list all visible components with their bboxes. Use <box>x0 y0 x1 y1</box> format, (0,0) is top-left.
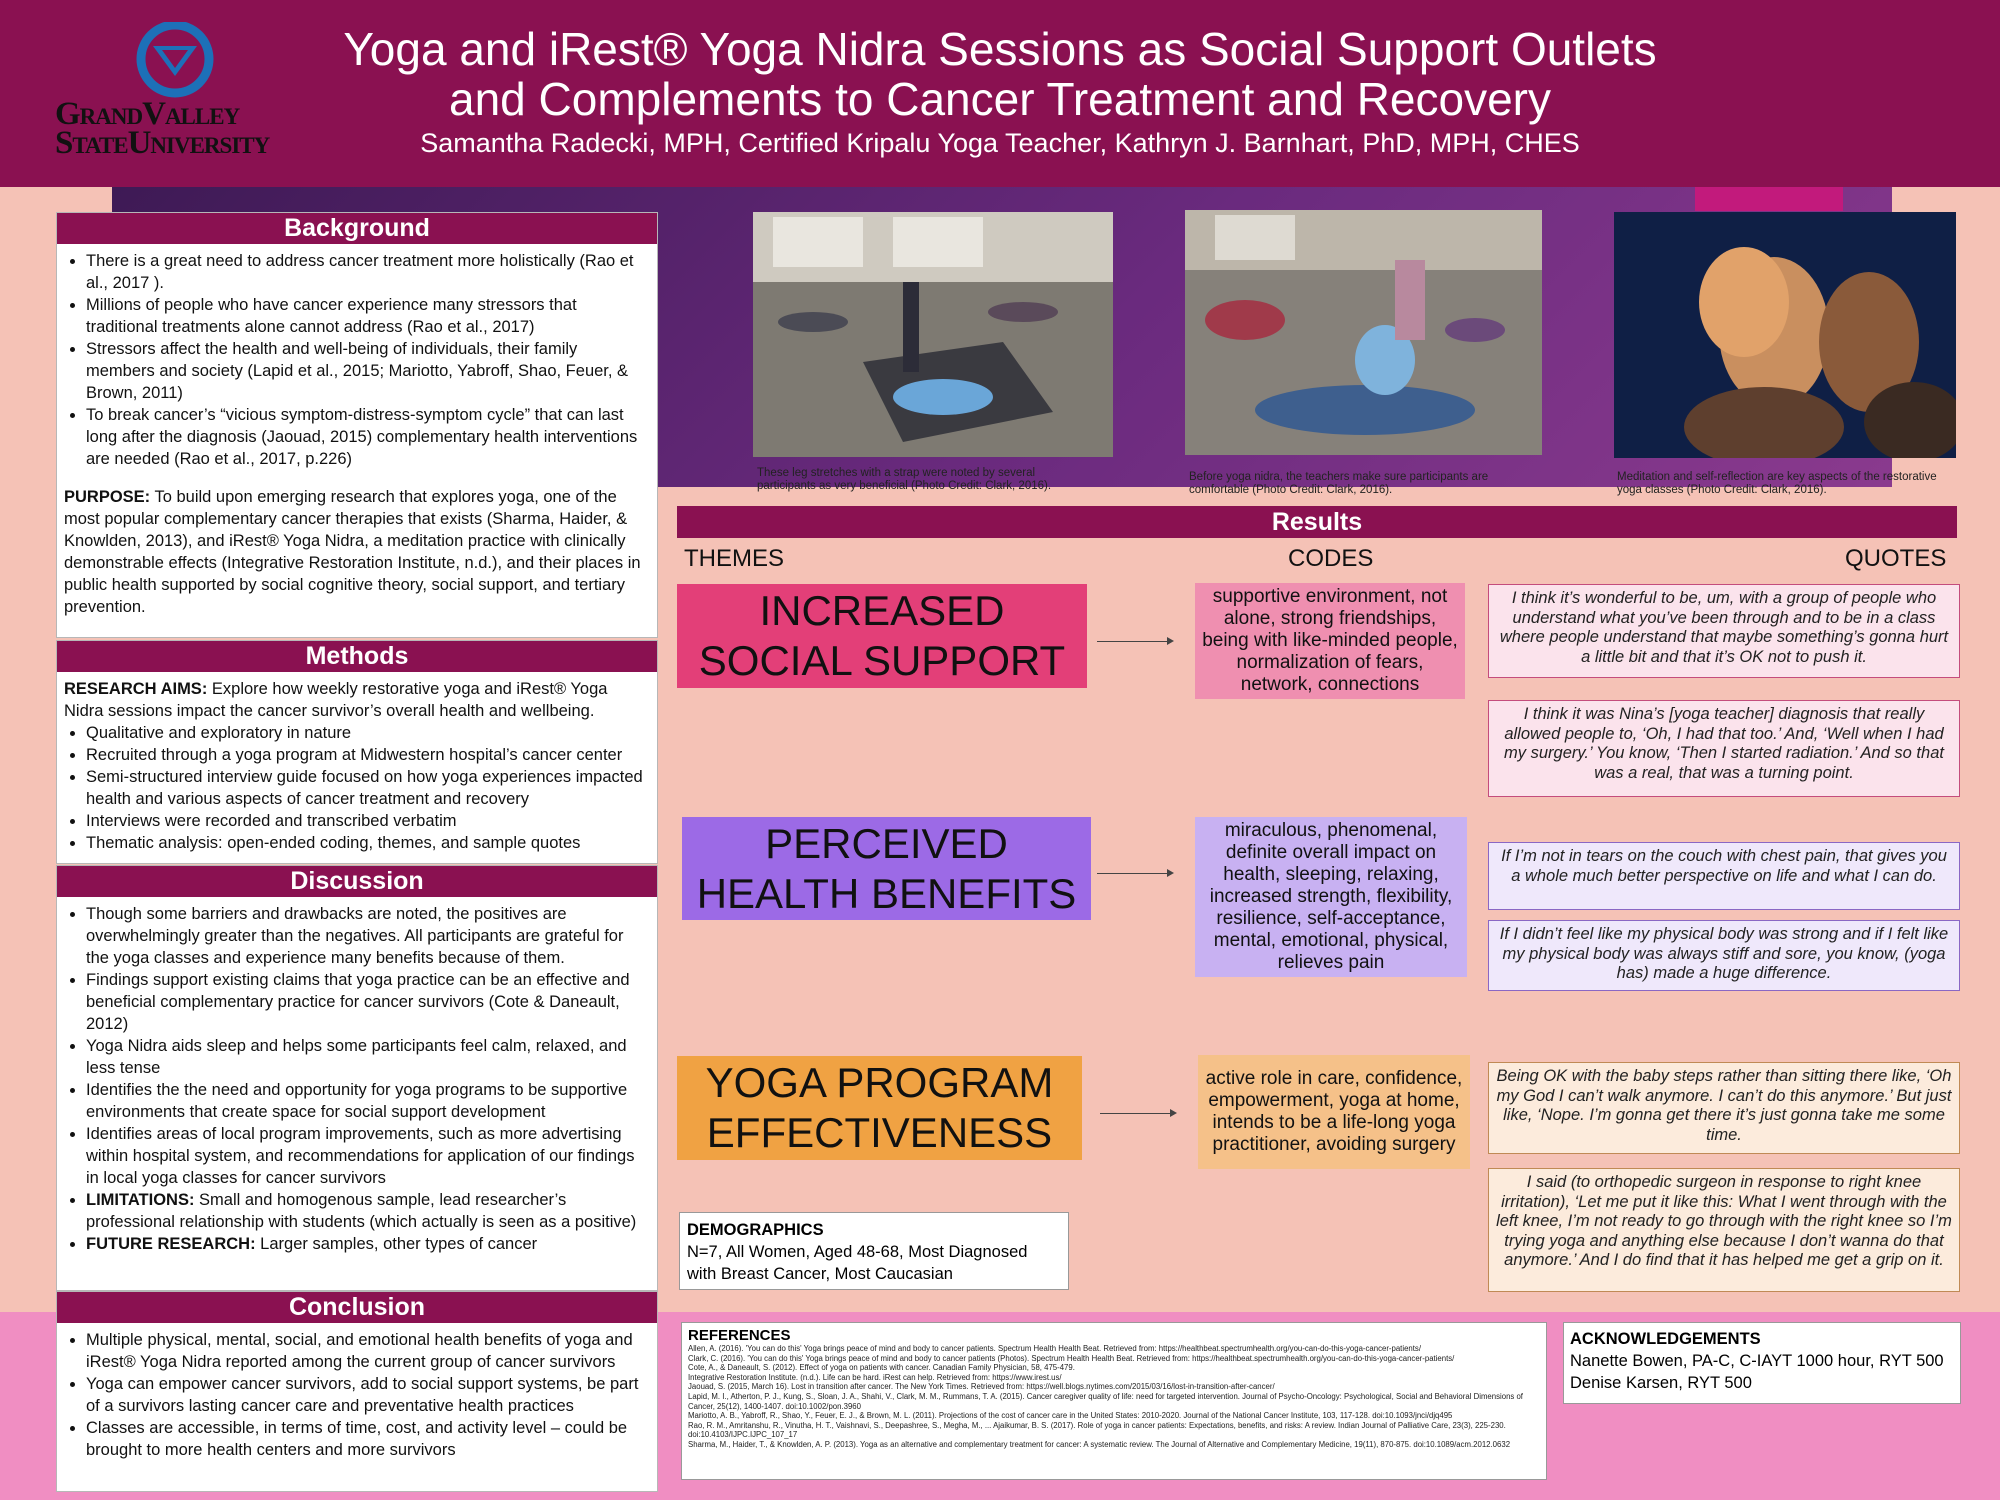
references-box <box>681 1322 1547 1480</box>
conclusion-list <box>64 1329 650 1461</box>
arrow-icon <box>1100 1113 1175 1114</box>
demographics-text: N=7, All Women, Aged 48-68, Most Diagnosed with Breast Cancer, Most Caucasian <box>687 1243 1028 1283</box>
purpose-text: To build upon emerging research that explores yoga, one of the most popular complementary cancer therapies that exists (Sharma, Haider, & Knowlden, 2013), and iRest® Yoga Nidra, a meditation practice with clinically demonstrable effects (Integrative Restoration Institute, n.d.), and their places in public health supported by social cognitive theory, social support, and tertiary prevention. <box>64 488 641 616</box>
gvsu-logo <box>55 22 300 162</box>
codes-column-heading: CODES <box>1288 545 1374 572</box>
reference-item: Sharma, M., Haider, T., & Knowlden, A. P. (2013). Yoga as an alternative and complementary treatment for cancer: A systematic review. The Journal of Alternative and Complementary Medicine, 19(11), 870-875. doi:10.1089/acm.2012.0632 <box>688 1439 1511 1449</box>
acknowledgement-line: Denise Karsen, RYT 500 <box>1570 1374 1752 1392</box>
aims-text: Explore how weekly restorative yoga and iRest® Yoga Nidra sessions impact the cancer survivor’s overall health and wellbeing. <box>64 680 608 720</box>
methods-list <box>64 722 650 854</box>
reference-item: Mariotto, A. B., Yabroff, R., Shao, Y., Feuer, E. J., & Brown, M. L. (2011). Projections of the cost of cancer care in the United States: 2010-2020. Journal of the National Cancer Institute, 103, 117-128. doi:10.1093/jnci/djq495 <box>688 1411 1453 1421</box>
research-aims <box>64 678 650 722</box>
quotes-column-heading: QUOTES <box>1845 545 1947 572</box>
methods-heading: Methods <box>57 641 657 672</box>
reference-item: Jaouad, S. (2015, March 16). Lost in transition after cancer. The New York Times. Retrieved from: https://well.blogs.nytimes.com/2015/03/16/lost-in-transition-after-cancer/ <box>688 1382 1275 1392</box>
quote-program-2: I said (to orthopedic surgeon in response to right knee irritation), ‘Let me put it like this: What I went through with the left knee, I’m not ready to go through with the right knee so I’m trying yoga and anything else because I don’t wanna do that anymore.’ And I do find that it has helped me get a grip on it. <box>1488 1168 1960 1292</box>
limitations-label: LIMITATIONS: <box>86 1191 195 1209</box>
photo-leg-stretches <box>753 212 1113 457</box>
list-item: • Qualitative and exploratory in nature <box>86 722 650 744</box>
arrow-icon <box>1097 873 1172 874</box>
list-item: • Classes are accessible, in terms of time, cost, and activity level – could be brought to more health centers and more survivors <box>86 1417 650 1461</box>
poster-authors: Samantha Radecki, MPH, Certified Kripalu Yoga Teacher, Kathryn J. Barnhart, PhD, MPH, CHES <box>420 128 1580 158</box>
methods-panel <box>56 640 658 864</box>
list-item: • Semi-structured interview guide focused on how yoga experiences impacted health and various aspects of cancer treatment and recovery <box>86 766 650 810</box>
future-research-item <box>86 1233 650 1255</box>
quote-health-1: If I’m not in tears on the couch with chest pain, that gives you a whole much better perspective on life and what I can do. <box>1488 842 1960 910</box>
photo-caption-3: Meditation and self-reflection are key aspects of the restorative yoga classes (Photo Credit: Clark, 2016). <box>1617 471 1937 496</box>
quote-health-2: If I didn’t feel like my physical body was strong and if I felt like my physical body was always stiff and sore, you know, (yoga has) made a huge difference. <box>1488 920 1960 991</box>
background-heading: Background <box>57 213 657 244</box>
poster-header <box>0 0 2000 187</box>
quote-social-2: I think it was Nina’s [yoga teacher] diagnosis that really allowed people to, ‘Oh, I had that too.’ And, ‘Well when I had my surgery.’ You know, ‘Then I started radiation.’ And so that was a real, that was a turning point. <box>1488 700 1960 797</box>
list-item: • Multiple physical, mental, social, and emotional health benefits of yoga and iRest® Yoga Nidra reported among the current group of cancer survivors <box>86 1329 650 1373</box>
discussion-heading: Discussion <box>57 866 657 897</box>
list-item: • Yoga can empower cancer survivors, add to social support systems, be part of a survivors lasting cancer care and preventative health practices <box>86 1373 650 1417</box>
gvsu-wordmark <box>55 96 300 161</box>
quote-program-1: Being OK with the baby steps rather than sitting there like, ‘Oh my God I can’t walk anymore. I can’t do this anymore.’ But just like, ‘Nope. I’m gonna get there it’s just gonna take me some time. <box>1488 1062 1960 1154</box>
list-item: • Recruited through a yoga program at Midwestern hospital’s cancer center <box>86 744 650 766</box>
list-item: • Identifies areas of local program improvements, such as more advertising within hospital system, and recommendations for application of our findings in local yoga classes for cancer survivors <box>86 1123 650 1189</box>
photo-yoga-nidra-setup <box>1185 210 1542 455</box>
demographics-heading: DEMOGRAPHICS <box>687 1221 824 1239</box>
purpose-label: PURPOSE: <box>64 488 151 506</box>
reference-item: Cote, A., & Daneault, S. (2012). Effect of yoga on patients with cancer. Canadian Family Physician, 58, 475-479. <box>688 1363 1075 1373</box>
gvsu-emblem-icon <box>55 22 300 102</box>
future-label: FUTURE RESEARCH: <box>86 1235 256 1253</box>
background-list <box>64 250 650 470</box>
list-item: • Millions of people who have cancer experience many stressors that traditional treatments alone cannot address (Rao et al., 2017) <box>86 294 650 338</box>
future-text: Larger samples, other types of cancer <box>255 1235 538 1253</box>
purpose-paragraph <box>64 486 650 618</box>
references-list <box>688 1344 1540 1450</box>
demographics-box <box>679 1212 1069 1290</box>
limitations-item <box>86 1189 650 1233</box>
arrow-icon <box>1097 641 1172 642</box>
acknowledgement-line: Nanette Bowen, PA-C, C-IAYT 1000 hour, RYT 500 <box>1570 1352 1944 1370</box>
discussion-list <box>64 903 650 1255</box>
acknowledgements-box <box>1563 1322 1961 1404</box>
aims-label: RESEARCH AIMS: <box>64 680 208 698</box>
limitations-text: Small and homogenous sample, lead researcher’s professional relationship with students (which actually is seen as a positive) <box>86 1191 637 1231</box>
conclusion-heading: Conclusion <box>57 1292 657 1323</box>
quote-social-1: I think it’s wonderful to be, um, with a group of people who understand what you’ve been through and to be in a class where people understand that maybe something’s gonna hurt a little bit and that it’s OK not to push it. <box>1488 584 1960 678</box>
list-item: • There is a great need to address cancer treatment more holistically (Rao et al., 2017 ). <box>86 250 650 294</box>
theme-program-effectiveness: YOGA PROGRAM EFFECTIVENESS <box>677 1056 1082 1160</box>
theme-health-benefits: PERCEIVED HEALTH BENEFITS <box>682 817 1091 920</box>
list-item: • Identifies the the need and opportunity for yoga programs to be supportive environments that create space for social support development <box>86 1079 650 1123</box>
poster-title: Yoga and iRest® Yoga Nidra Sessions as Social Support Outlets and Complements to Cancer Treatment and Recovery <box>343 23 1657 125</box>
list-item: • To break cancer’s “vicious symptom-distress-symptom cycle” that can last long after the diagnosis (Jaouad, 2015) complementary health interventions are needed (Rao et al., 2017, p.226) <box>86 404 650 470</box>
discussion-panel <box>56 865 658 1291</box>
logo-line-2: StateUniversity <box>55 125 270 161</box>
photo-meditation <box>1614 212 1956 458</box>
references-heading: REFERENCES <box>688 1327 791 1344</box>
photo-caption-1: These leg stretches with a strap were noted by several participants as very beneficial (Photo Credit: Clark, 2016). <box>757 467 1052 492</box>
codes-program-effectiveness: active role in care, confidence, empowerment, yoga at home, intends to be a life-long yoga practitioner, avoiding surgery <box>1198 1055 1470 1169</box>
codes-social-support: supportive environment, not alone, strong friendships, being with like-minded people, normalization of fears, network, connections <box>1195 583 1465 699</box>
results-heading: Results <box>677 506 1957 538</box>
reference-item: Clark, C. (2016). 'You can do this' Yoga brings peace of mind and body to cancer patients (Photos). Spectrum Health Health Beat. Retrieved from: https://healthbeat.spectrumhealth.org/you-can-do-this-yoga-cancer-patients/ <box>688 1353 1455 1363</box>
list-item: • Stressors affect the health and well-being of individuals, their family members and society (Lapid et al., 2015; Mariotto, Yabroff, Shao, Feuer, & Brown, 2011) <box>86 338 650 404</box>
reference-item: Integrative Restoration Institute. (n.d.). Life can be hard. iRest can help. Retrieved from: https://www.irest.us/ <box>688 1372 1062 1382</box>
reference-item: Allen, A. (2016). 'You can do this' Yoga brings peace of mind and body to cancer patients. Spectrum Health Health Beat. Retrieved from: https://healthbeat.spectrumhealth.org/you-can-do-this-yoga-cancer-patients/ <box>688 1344 1421 1353</box>
logo-line-1: GrandValley <box>55 96 240 132</box>
themes-column-heading: THEMES <box>684 545 785 572</box>
codes-health-benefits: miraculous, phenomenal, definite overall impact on health, sleeping, relaxing, increased strength, flexibility, resilience, self-acceptance, mental, emotional, physical, relieves pain <box>1195 817 1467 977</box>
acknowledgements-heading: ACKNOWLEDGEMENTS <box>1570 1330 1761 1348</box>
list-item: • Though some barriers and drawbacks are noted, the positives are overwhelmingly greater than the negatives. All participants are grateful for the yoga classes and experience many benefits because of them. <box>86 903 650 969</box>
list-item: • Yoga Nidra aids sleep and helps some participants feel calm, relaxed, and less tense <box>86 1035 650 1079</box>
reference-item: Lapid, M. I., Atherton, P. J., Kung, S., Sloan, J. A., Shahi, V., Clark, M. M., Rummans, T. A. (2015). Cancer caregiver quality of life: need for targeted intervention. Journal of Psycho-Oncology: Psychological, Social and Behavioral Dimensions of Cancer, 25(12), 1400-1407. doi:10.1002/pon.3960 <box>688 1391 1523 1411</box>
list-item: • Interviews were recorded and transcribed verbatim <box>86 810 650 832</box>
background-panel <box>56 212 658 638</box>
conclusion-panel <box>56 1291 658 1492</box>
theme-social-support: INCREASED SOCIAL SUPPORT <box>677 584 1087 688</box>
photo-caption-2: Before yoga nidra, the teachers make sure participants are comfortable (Photo Credit: Clark, 2016). <box>1189 471 1489 496</box>
list-item: • Findings support existing claims that yoga practice can be an effective and beneficial complementary practice for cancer survivors (Cote & Daneault, 2012) <box>86 969 650 1035</box>
reference-item: Rao, R. M., Amritanshu, R., Vinutha, H. T., Vaishnavi, S., Deepashree, S., Megha, M., ... Ajaikumar, B. S. (2017). Role of yoga in cancer patients: Expectations, benefits, and risks: A review. Indian Journal of Palliative Care, 23(3), 225-230. doi:10.4103/IJPC.IJPC_107_17 <box>688 1420 1506 1440</box>
accent-strip <box>1695 187 1843 211</box>
list-item: • Thematic analysis: open-ended coding, themes, and sample quotes <box>86 832 650 854</box>
